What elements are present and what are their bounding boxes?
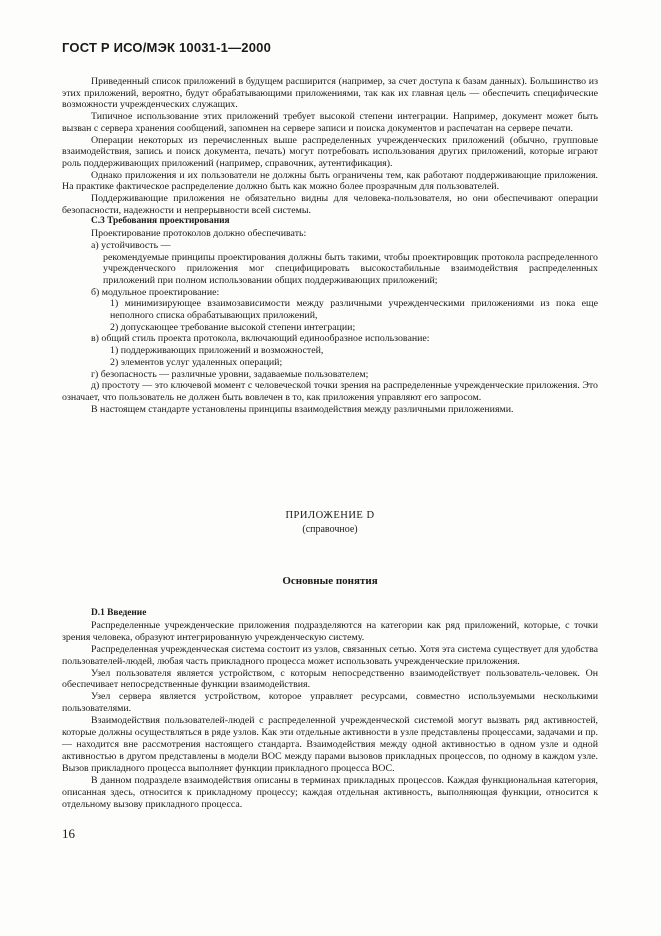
paragraph: В настоящем стандарте установлены принципы взаимодействия между различными приложениями. [91, 403, 514, 415]
paragraph: Поддерживающие приложения не обязательно видны для человека-пользователя, но они обеспечивают операции безопасности, надежности и непрерывности всей системы. [62, 193, 598, 216]
list-item-v: в) общий стиль проекта протокола, включающий единообразное использование: [91, 333, 430, 345]
list-item-g: г) безопасность — различные уровни, задаваемые пользователем; [91, 368, 369, 380]
appendix-subtitle: (справочное) [302, 524, 358, 535]
paragraph: Приведенный список приложений в будущем расширится (например, за счет доступа к базам данных). Большинство из этих приложений, вероятно, будут обрабатывающими приложениями, так как их главная цель — обеспечить специфические возможности учрежденческих служащих. [62, 76, 598, 111]
paragraph: Узел пользователя является устройством, с которым непосредственно взаимодействует пользователь-человек. Он обеспечивает непосредственные функции взаимодействия. [62, 667, 598, 691]
list-item-d: д) простоту — это ключевой момент с человеческой точки зрения на распределенные учрежденческие приложения. Это означает, что пользователь не должен быть вовлечен в то, как приложения управляют его запросом. [62, 380, 598, 403]
list-subitem: 1) минимизирующее взаимозависимости между различными учрежденческими приложениями из пока еще неполного списка обрабатывающих приложений, [110, 298, 598, 322]
section-d1 [62, 608, 598, 810]
paragraph: Распределенные учрежденческие приложения подразделяются на категории как ряд приложений, которые, с точки зрения человека, образуют интегрированную учрежденческую систему. [62, 619, 598, 643]
paragraph: В данном подразделе взаимодействия описаны в терминах прикладных процессов. Каждая функциональная категория, описанная здесь, относится к прикладному процессу; каждая отдельная активность, выполняющая функции, относится к отдельному вызову прикладного процесса. [62, 774, 598, 810]
list-subitem: 2) допускающее требование высокой степени интеграции; [110, 321, 356, 333]
paragraph: Операции некоторых из перечисленных выше распределенных учрежденческих приложений (обычно, групповые взаимодействия, запись и поиск документа, печать) могут потребовать использования других приложений, которые играют роль поддерживающих приложений (например, справочник, аутентификация). [62, 134, 598, 169]
list-item-a: а) устойчивость — [91, 239, 171, 251]
document-header: ГОСТ Р ИСО/МЭК 10031-1—2000 [62, 40, 271, 55]
paragraph: Распределенная учрежденческая система состоит из узлов, связанных сетью. Хотя эта система существует для удобства пользователей-людей, любая часть прикладного процесса может использовать учрежденческие приложения. [62, 643, 598, 667]
appendix-title: ПРИЛОЖЕНИЕ D [285, 510, 375, 521]
section-c-continued [62, 76, 598, 415]
appendix-heading: Основные понятия [282, 575, 378, 587]
paragraph: Однако приложения и их пользователи не должны быть ограничены тем, как работают поддерживающие приложения. На практике фактическое распределение должно быть как можно более прозрачным для пользователей. [62, 169, 598, 193]
list-item-a-text: рекомендуемые принципы проектирования должны быть такими, чтобы проектировщик протокола распределенного учрежденческого приложения мог специфицировать высокостабильные взаимодействия распределенных приложений при полном использовании общих поддерживающих приложений; [103, 251, 598, 286]
section-heading-d1: D.1 Введение [91, 608, 147, 618]
paragraph: Взаимодействия пользователей-людей с распределенной учрежденческой системой могут вызвать ряд активностей, которые должны осуществляться в ряде узлов. Как эти отдельные активности в узле представлены процессами, задачами и пр. — находится вне рассмотрения настоящего стандарта. Взаимодействия между одной активностью в одном узле и одной активностью в другом представлены в модели ВОС между парами вызовов прикладных процессов, по одному в каждом узле. Вызов прикладного процесса выполняет функции прикладного процесса ВОС. [62, 715, 598, 774]
list-subitem: 1) поддерживающих приложений и возможностей, [110, 345, 324, 357]
paragraph: Проектирование протоколов должно обеспечивать: [91, 228, 307, 240]
page-number: 16 [62, 826, 75, 841]
list-item-b: б) модульное проектирование: [91, 286, 220, 298]
section-heading-c3: С.3 Требования проектирования [91, 216, 230, 227]
paragraph: Типичное использование этих приложений требует высокой степени интеграции. Например, документ может быть вызван с сервера хранения сообщений, запомнен на сервере записи и поиска документов и распечатан на сервере печати. [62, 111, 598, 134]
list-subitem: 2) элементов услуг удаленных операций; [110, 356, 283, 368]
paragraph: Узел сервера является устройством, которое управляет ресурсами, совместно используемыми несколькими пользователями. [62, 691, 598, 715]
